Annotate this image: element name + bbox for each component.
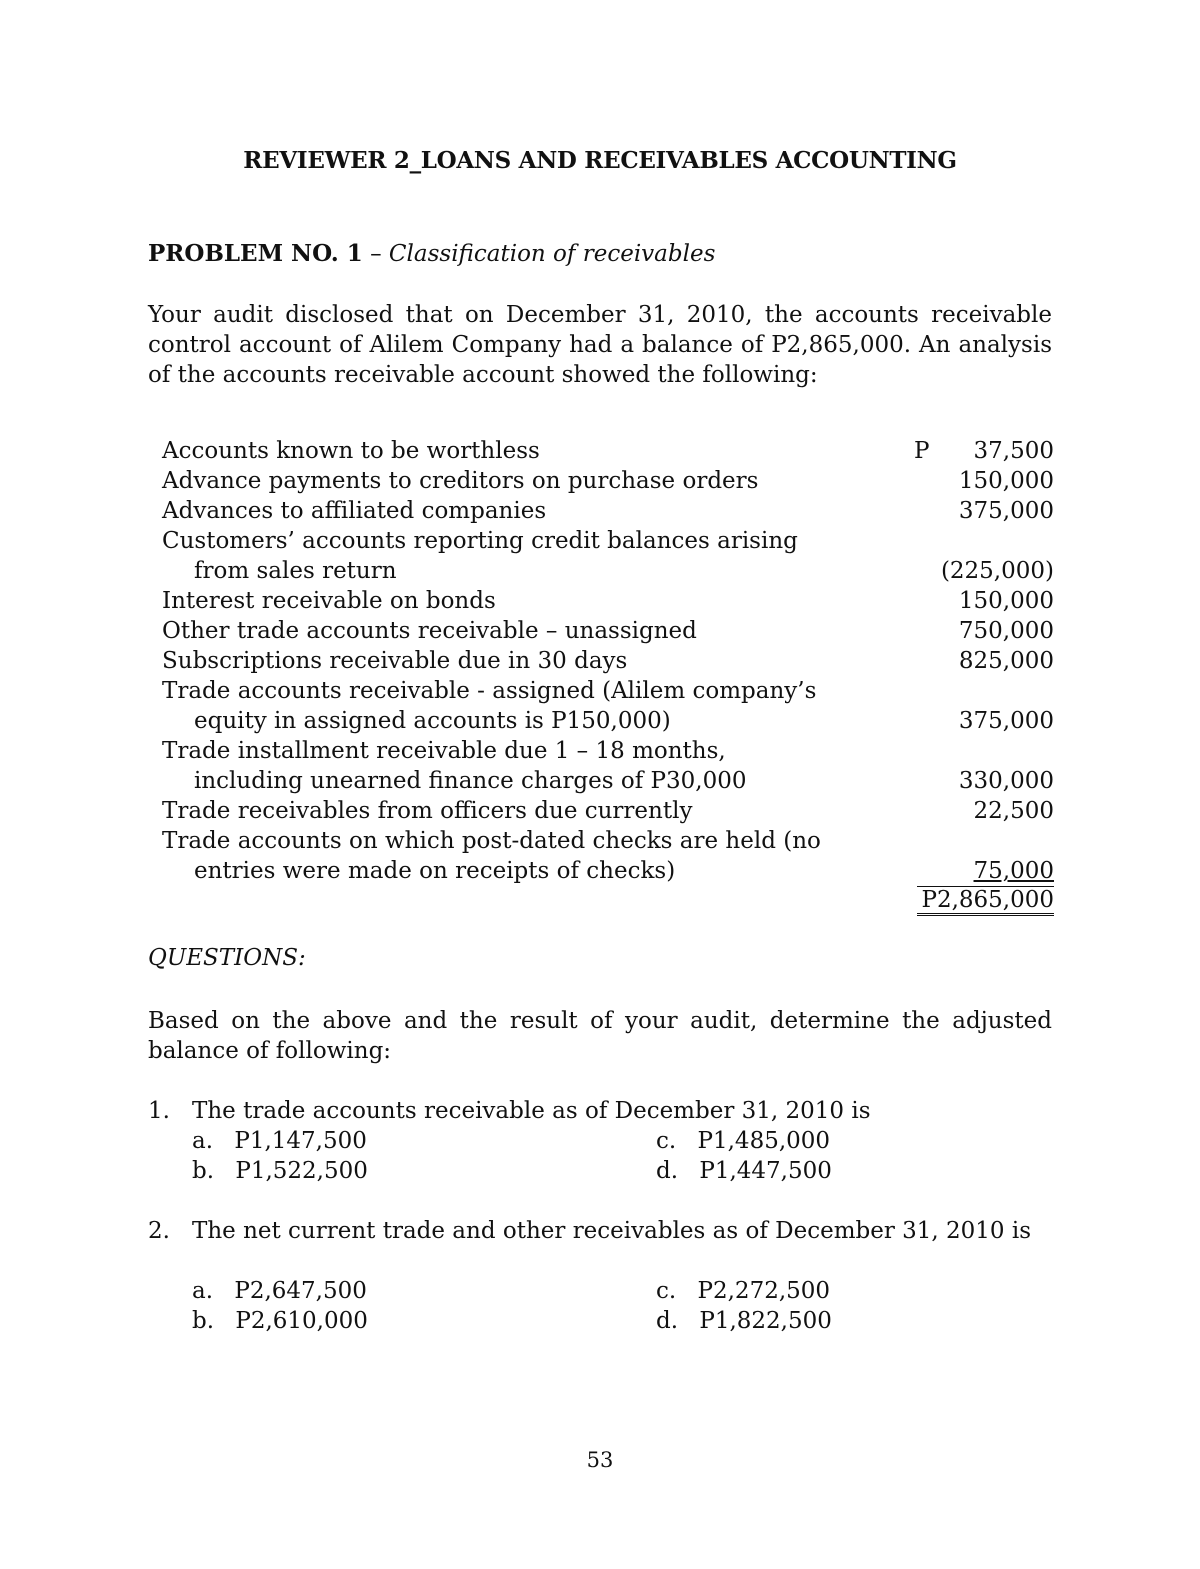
- item-label: Accounts known to be worthless: [162, 438, 540, 464]
- schedule-row: [162, 466, 1054, 496]
- question-number: 2.: [148, 1218, 170, 1244]
- intro-paragraph: Your audit disclosed that on December 31, 2010, the accounts receivable control account of Alilem Company had a balance of P2,865,000. An analysis of the accounts receivable account showed the following:: [148, 302, 1052, 388]
- schedule-row: [162, 526, 1054, 556]
- problem-heading: [148, 240, 715, 267]
- item-amount: (225,000): [940, 558, 1054, 584]
- item-label: Customers’ accounts reporting credit balances arising: [162, 528, 798, 554]
- item-amount: 375,000: [958, 498, 1054, 524]
- option-value: P2,272,500: [697, 1278, 831, 1304]
- option-letter: b.: [192, 1308, 215, 1334]
- option-value: P1,447,500: [699, 1158, 832, 1184]
- item-label: Subscriptions receivable due in 30 days: [162, 648, 628, 674]
- option-value: P2,610,000: [235, 1308, 368, 1334]
- item-amount: 150,000: [958, 588, 1054, 614]
- option-letter: a.: [192, 1278, 214, 1304]
- option-value: P1,822,500: [699, 1308, 832, 1334]
- problem-topic: Classification of receivables: [388, 241, 716, 267]
- question-1: [148, 1096, 1052, 1126]
- item-label: Advances to affiliated companies: [162, 498, 547, 524]
- item-label-continued: including unearned finance charges of P30,000: [194, 768, 747, 794]
- answer-option-a[interactable]: [192, 1276, 367, 1306]
- question-number: 1.: [148, 1098, 170, 1124]
- schedule-row: [162, 436, 1054, 466]
- schedule-row: [162, 586, 1054, 616]
- page-number: 53: [586, 1448, 614, 1472]
- item-label-continued: from sales return: [194, 558, 397, 584]
- option-value: P1,485,000: [697, 1128, 831, 1154]
- question-text: The trade accounts receivable as of December 31, 2010 is: [192, 1098, 871, 1124]
- item-label: Trade receivables from officers due currently: [162, 798, 693, 824]
- item-amount: 750,000: [958, 618, 1054, 644]
- schedule-row: [162, 826, 1054, 856]
- item-label: Trade accounts on which post-dated checks are held (no: [162, 828, 821, 854]
- item-label: Interest receivable on bonds: [162, 588, 496, 614]
- questions-heading: QUESTIONS:: [148, 945, 306, 971]
- answer-option-b[interactable]: [192, 1156, 368, 1186]
- schedule-row-continued: [162, 856, 1054, 886]
- schedule-row: [162, 676, 1054, 706]
- schedule-row-continued: [162, 766, 1054, 796]
- option-value: P1,522,500: [235, 1158, 368, 1184]
- item-label: Trade accounts receivable - assigned (Alilem company’s: [162, 678, 817, 704]
- schedule-total-row: [162, 886, 1054, 916]
- item-label-continued: entries were made on receipts of checks): [194, 858, 676, 884]
- item-amount: 375,000: [958, 708, 1054, 734]
- schedule-row: [162, 736, 1054, 766]
- item-label-continued: equity in assigned accounts is P150,000): [194, 708, 671, 734]
- item-label: Advance payments to creditors on purchase orders: [162, 468, 759, 494]
- page-title: REVIEWER 2_LOANS AND RECEIVABLES ACCOUNTING: [243, 147, 957, 174]
- receivables-schedule: [162, 436, 1054, 916]
- question-2: [148, 1216, 1052, 1276]
- option-letter: c.: [656, 1128, 677, 1154]
- option-value: P1,147,500: [234, 1128, 367, 1154]
- schedule-row: [162, 496, 1054, 526]
- total-amount: P2,865,000: [917, 886, 1054, 916]
- answer-option-c[interactable]: [656, 1276, 830, 1306]
- schedule-row: [162, 616, 1054, 646]
- answer-option-d[interactable]: [656, 1156, 832, 1186]
- option-letter: c.: [656, 1278, 677, 1304]
- item-amount: 150,000: [958, 468, 1054, 494]
- questions-instruction: Based on the above and the result of your audit, determine the adjusted balance of following:: [148, 1008, 1052, 1064]
- currency-symbol: P: [914, 438, 930, 464]
- option-letter: a.: [192, 1128, 214, 1154]
- item-label: Other trade accounts receivable – unassigned: [162, 618, 697, 644]
- schedule-row: [162, 796, 1054, 826]
- problem-label: PROBLEM NO. 1: [148, 240, 363, 267]
- option-value: P2,647,500: [234, 1278, 367, 1304]
- problem-dash: –: [370, 241, 382, 267]
- question-text: The net current trade and other receivables as of December 31, 2010 is: [192, 1218, 1032, 1244]
- item-label: Trade installment receivable due 1 – 18 months,: [162, 738, 726, 764]
- item-amount: 330,000: [958, 768, 1054, 794]
- option-letter: b.: [192, 1158, 215, 1184]
- schedule-row-continued: [162, 556, 1054, 586]
- answer-option-c[interactable]: [656, 1126, 830, 1156]
- option-letter: d.: [656, 1158, 679, 1184]
- item-amount: 22,500: [973, 798, 1054, 824]
- schedule-row-continued: [162, 706, 1054, 736]
- item-amount: 37,500: [973, 438, 1054, 464]
- answer-option-b[interactable]: [192, 1306, 368, 1336]
- answer-option-a[interactable]: [192, 1126, 367, 1156]
- item-amount: 825,000: [958, 648, 1054, 674]
- schedule-row: [162, 646, 1054, 676]
- answer-option-d[interactable]: [656, 1306, 832, 1336]
- option-letter: d.: [656, 1308, 679, 1334]
- item-amount: 75,000: [973, 858, 1054, 884]
